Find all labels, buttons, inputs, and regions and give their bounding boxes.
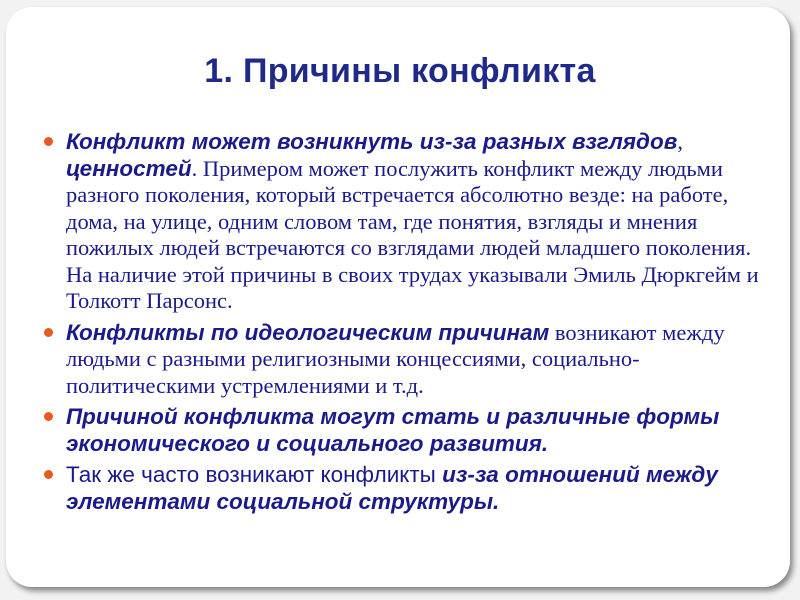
emphasis-text: Конфликт может возникнуть из-за разных взглядов — [66, 129, 678, 154]
emphasis-text: Конфликты по идеологическим причинам — [66, 319, 550, 345]
body-text: . Примером может послужить конфликт между людьми разного поколения, который встречается абсолютно везде: на работе, дома, на улице, одним словом там, где понятия, взгляды и мнения пожилых людей встречаются со взглядами людей младшего поколения. На наличие этой причины в своих трудах указывали Эмиль Дюркгейм и Толкотт Парсонс. — [66, 155, 759, 313]
emphasis-text: из-за отношений между элементами социальной структуры. — [66, 462, 718, 514]
bullet-dot-icon — [44, 137, 53, 146]
body-text: возникают между людьми с разными религиозными концессиями, социально-политическими устремлениями и т.д. — [66, 319, 725, 398]
bullet-dot-icon — [44, 470, 53, 479]
bullet-item-4 — [42, 462, 778, 515]
bullet-dot-icon — [44, 412, 53, 421]
bullet-item-3 — [42, 404, 778, 457]
bullet-dot-icon — [44, 328, 53, 337]
bullet-item-2 — [42, 320, 778, 400]
bullet-list — [42, 129, 778, 520]
emphasis-text: ценностей — [66, 155, 192, 181]
body-text: , — [677, 129, 683, 154]
slide-title: 1. Причины конфликта — [204, 52, 596, 90]
bullet-item-1 — [42, 129, 778, 315]
emphasis-text: Причиной конфликта могут стать и различные формы экономического и социального развития. — [66, 404, 720, 456]
body-text: Так же часто возникают конфликты — [66, 462, 443, 487]
